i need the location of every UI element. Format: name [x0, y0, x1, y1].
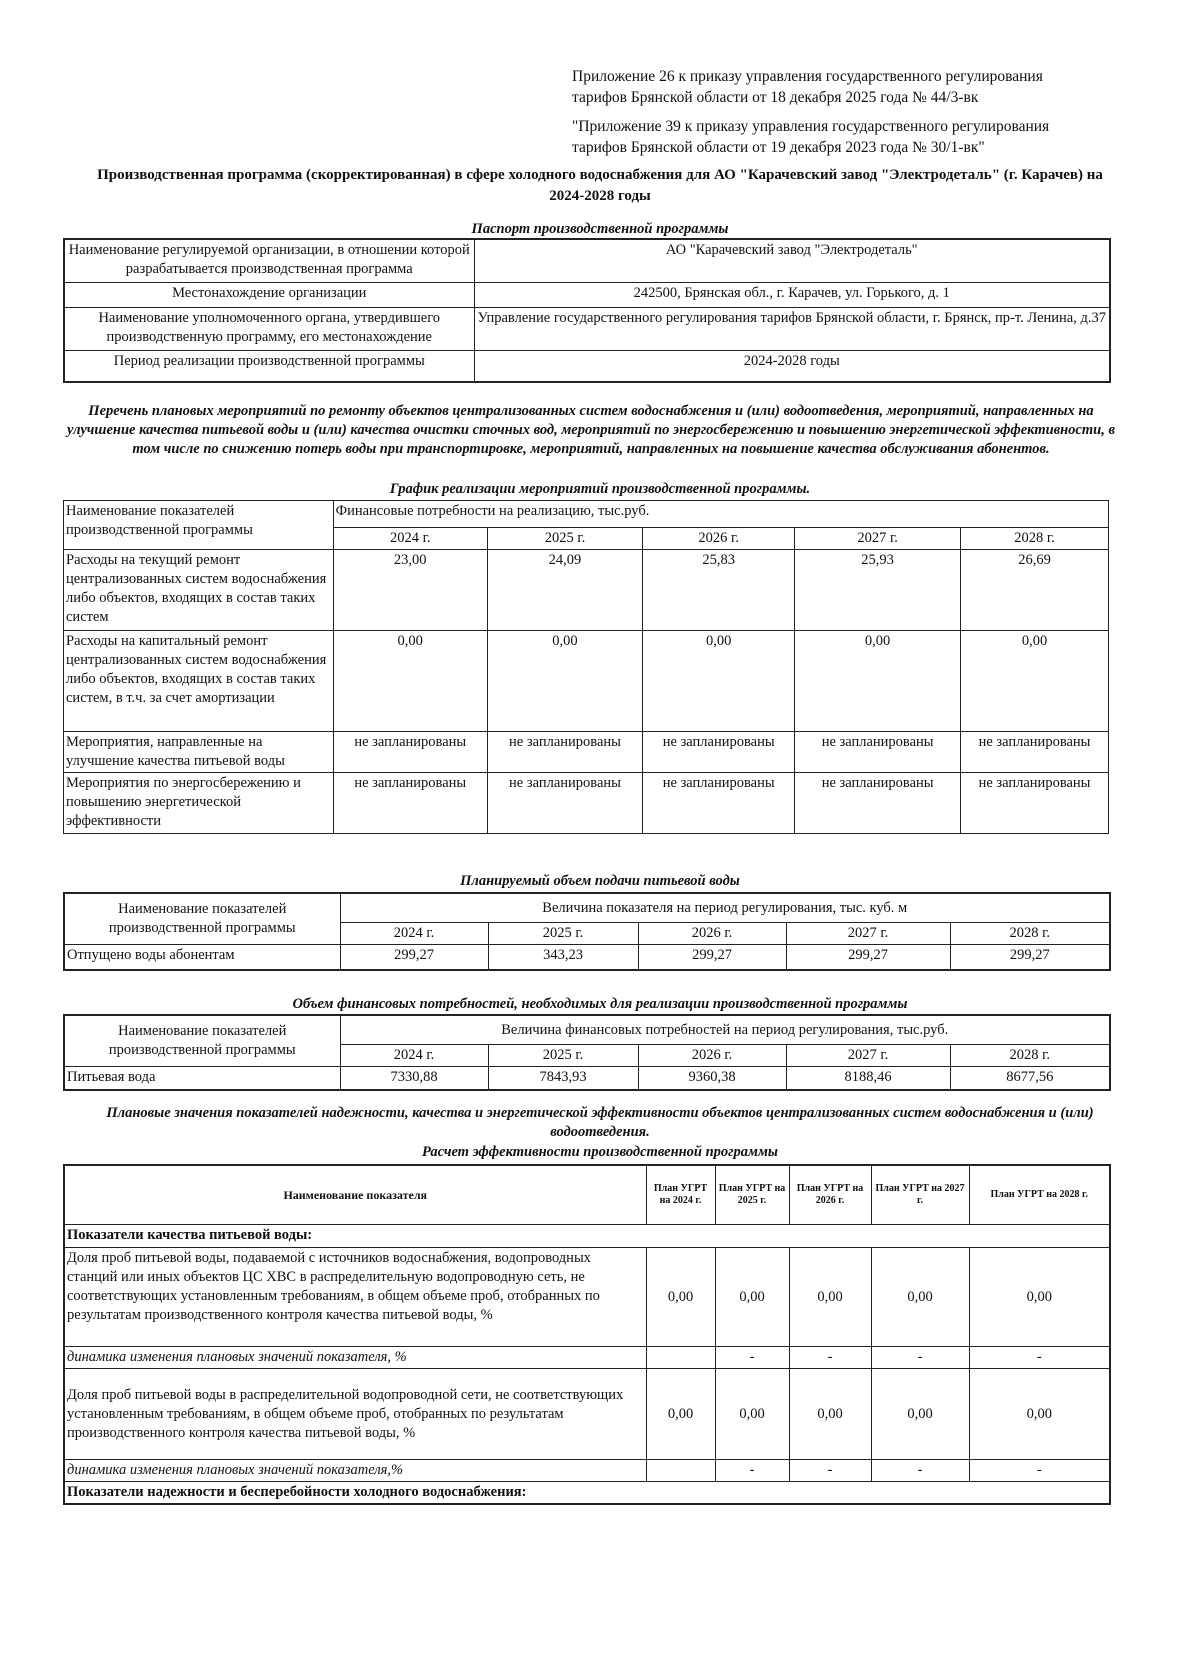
passport-table: [63, 238, 1111, 383]
cell-value: 7843,93: [488, 1067, 638, 1091]
table-row: [64, 1460, 1110, 1482]
year-header: 2026 г.: [643, 528, 795, 550]
cell-value: 0,00: [871, 1369, 969, 1460]
cell-value: 0,00: [646, 1248, 715, 1347]
row-label: Мероприятия по энергосбережению и повышению энергетической эффективности: [64, 773, 334, 834]
volume-head-label: Наименование показателей производственной программы: [64, 893, 340, 945]
volume-table: [63, 892, 1111, 971]
cell-value: 0,00: [795, 631, 961, 732]
efficiency-subcaption: Расчет эффективности производственной программы: [422, 1144, 778, 1160]
cell-value: [646, 1460, 715, 1482]
cell-value: 7330,88: [340, 1067, 488, 1091]
cell-value: -: [715, 1460, 789, 1482]
cell-value: не запланированы: [333, 773, 487, 834]
section-heading: Показатели качества питьевой воды:: [64, 1225, 1110, 1248]
plan-header: План УГРТ на 2024 г.: [646, 1165, 715, 1225]
section-row: [64, 1482, 1110, 1505]
cell-value: не запланированы: [961, 773, 1109, 834]
cell-value: -: [871, 1460, 969, 1482]
row-label: динамика изменения плановых значений показателя, %: [64, 1347, 646, 1369]
efficiency-table: [63, 1164, 1111, 1505]
cell-value: 24,09: [487, 550, 642, 631]
row-label: Расходы на капитальный ремонт централизованных систем водоснабжения либо объектов, входящих в состав таких систем, в т.ч. за счет амортизации: [64, 631, 334, 732]
plan-header: План УГРТ на 2026 г.: [789, 1165, 871, 1225]
cell-value: не запланированы: [333, 732, 487, 773]
cell-value: 0,00: [715, 1248, 789, 1347]
table-row: [64, 1248, 1110, 1347]
cell-value: 0,00: [871, 1248, 969, 1347]
measures-head-label: Наименование показателей производственной программы: [64, 501, 334, 550]
finance-table: [63, 1014, 1111, 1091]
cell-value: 0,00: [969, 1248, 1110, 1347]
table-row: [64, 1369, 1110, 1460]
cell-value: 8188,46: [786, 1067, 950, 1091]
volume-caption: Планируемый объем подачи питьевой воды: [460, 873, 740, 889]
row-label: Отпущено воды абонентам: [64, 945, 340, 971]
cell-value: не запланированы: [643, 773, 795, 834]
cell-value: -: [789, 1347, 871, 1369]
finance-caption: Объем финансовых потребностей, необходимых для реализации производственной программы: [292, 996, 908, 1012]
cell-value: 25,83: [643, 550, 795, 631]
cell-value: -: [969, 1460, 1110, 1482]
table-row: [64, 1347, 1110, 1369]
passport-value: АО "Карачевский завод "Электродеталь": [474, 239, 1110, 283]
year-header: 2027 г.: [795, 528, 961, 550]
row-label: Доля проб питьевой воды в распределительной водопроводной сети, не соответствующих установленным требованиям, в общем объеме проб, отобранных по результатам производственного контроля качества питьевой воды, %: [64, 1369, 646, 1460]
cell-value: 0,00: [789, 1248, 871, 1347]
year-header: 2028 г.: [961, 528, 1109, 550]
row-label: Питьевая вода: [64, 1067, 340, 1091]
table-row: [64, 1067, 1110, 1091]
year-header: 2024 г.: [333, 528, 487, 550]
efficiency-head-label: Наименование показателя: [64, 1165, 646, 1225]
cell-value: 23,00: [333, 550, 487, 631]
passport-label: Наименование уполномоченного органа, утвердившего производственную программу, его местонахождение: [64, 308, 474, 351]
plan-header: План УГРТ на 2025 г.: [715, 1165, 789, 1225]
table-row: [64, 239, 1110, 283]
row-label: Мероприятия, направленные на улучшение качества питьевой воды: [64, 732, 334, 773]
cell-value: 0,00: [643, 631, 795, 732]
volume-head-group: Величина показателя на период регулирования, тыс. куб. м: [340, 893, 1110, 923]
year-header: 2025 г.: [488, 923, 638, 945]
section-heading: Показатели надежности и бесперебойности холодного водоснабжения:: [64, 1482, 1110, 1505]
cell-value: не запланированы: [795, 773, 961, 834]
cell-value: 0,00: [969, 1369, 1110, 1460]
cell-value: 299,27: [340, 945, 488, 971]
cell-value: 9360,38: [638, 1067, 786, 1091]
measures-caption: Перечень плановых мероприятий по ремонту объектов централизованных систем водоснабжения и (или) водоотведения, мероприятий, направленных на улучшение качества питьевой воды и (или) качества очистки сточных вод, мероприятий по энергосбережению и повышению энергетической эффективности, в том числе по снижению потерь воды при транспортировке, мероприятий, направленных на повышение качества обслуживания абонентов.: [67, 403, 1115, 457]
passport-value: 2024-2028 годы: [474, 351, 1110, 383]
cell-value: 343,23: [488, 945, 638, 971]
finance-head-group: Величина финансовых потребностей на период регулирования, тыс.руб.: [340, 1015, 1110, 1045]
table-row: [64, 351, 1110, 383]
year-header: 2024 г.: [340, 923, 488, 945]
page-title: Производственная программа (скорректированная) в сфере холодного водоснабжения для АО "Карачевский завод "Электродеталь" (г. Карачев) на 2024-2028 годы: [97, 167, 1103, 204]
table-row: [64, 550, 1109, 631]
efficiency-caption: Плановые значения показателей надежности, качества и энергетической эффективности объектов централизованных систем водоснабжения и (или) водоотведения.: [106, 1105, 1094, 1140]
cell-value: 299,27: [638, 945, 786, 971]
year-header: 2027 г.: [786, 1045, 950, 1067]
passport-value: Управление государственного регулирования тарифов Брянской области, г. Брянск, пр-т. Ленина, д.37: [474, 308, 1110, 351]
row-label: Расходы на текущий ремонт централизованных систем водоснабжения либо объектов, входящих в состав таких систем: [64, 550, 334, 631]
cell-value: не запланированы: [795, 732, 961, 773]
section-row: [64, 1225, 1110, 1248]
year-header: 2026 г.: [638, 1045, 786, 1067]
appendix-note-1: Приложение 26 к приказу управления государственного регулирования тарифов Брянской области от 18 декабря 2025 года № 44/3-вк: [572, 68, 1043, 106]
passport-value: 242500, Брянская обл., г. Карачев, ул. Горького, д. 1: [474, 283, 1110, 308]
year-header: 2028 г.: [950, 923, 1110, 945]
cell-value: -: [969, 1347, 1110, 1369]
plan-header: План УГРТ на 2027 г.: [871, 1165, 969, 1225]
cell-value: 0,00: [333, 631, 487, 732]
cell-value: не запланированы: [487, 732, 642, 773]
year-header: 2027 г.: [786, 923, 950, 945]
year-header: 2024 г.: [340, 1045, 488, 1067]
passport-label: Период реализации производственной программы: [64, 351, 474, 383]
cell-value: 25,93: [795, 550, 961, 631]
measures-table: [63, 500, 1109, 834]
table-row: [64, 283, 1110, 308]
measures-head-group: Финансовые потребности на реализацию, тыс.руб.: [333, 501, 1108, 528]
table-row: [64, 631, 1109, 732]
cell-value: 299,27: [786, 945, 950, 971]
plan-header: План УГРТ на 2028 г.: [969, 1165, 1110, 1225]
passport-label: Местонахождение организации: [64, 283, 474, 308]
year-header: 2028 г.: [950, 1045, 1110, 1067]
cell-value: 0,00: [789, 1369, 871, 1460]
cell-value: 299,27: [950, 945, 1110, 971]
cell-value: 0,00: [961, 631, 1109, 732]
passport-label: Наименование регулируемой организации, в отношении которой разрабатывается производственная программа: [64, 239, 474, 283]
cell-value: 8677,56: [950, 1067, 1110, 1091]
cell-value: -: [715, 1347, 789, 1369]
cell-value: -: [789, 1460, 871, 1482]
year-header: 2025 г.: [488, 1045, 638, 1067]
schedule-caption: График реализации мероприятий производственной программы.: [389, 481, 811, 497]
year-header: 2026 г.: [638, 923, 786, 945]
cell-value: 26,69: [961, 550, 1109, 631]
cell-value: -: [871, 1347, 969, 1369]
cell-value: 0,00: [715, 1369, 789, 1460]
row-label: динамика изменения плановых значений показателя,%: [64, 1460, 646, 1482]
appendix-note-2: "Приложение 39 к приказу управления государственного регулирования тарифов Брянской области от 19 декабря 2023 года № 30/1-вк": [572, 118, 1050, 156]
cell-value: не запланированы: [961, 732, 1109, 773]
table-row: [64, 732, 1109, 773]
table-row: [64, 308, 1110, 351]
table-row: [64, 773, 1109, 834]
cell-value: не запланированы: [643, 732, 795, 773]
row-label: Доля проб питьевой воды, подаваемой с источников водоснабжения, водопроводных станций или иных объектов ЦС ХВС в распределительную водопроводную сеть, не соответствующих установленным требованиям, в общем объеме проб, отобранных по результатам производственного контроля качества питьевой воды, %: [64, 1248, 646, 1347]
passport-caption: Паспорт производственной программы: [471, 221, 729, 237]
cell-value: 0,00: [487, 631, 642, 732]
finance-head-label: Наименование показателей производственной программы: [64, 1015, 340, 1067]
cell-value: 0,00: [646, 1369, 715, 1460]
year-header: 2025 г.: [487, 528, 642, 550]
cell-value: не запланированы: [487, 773, 642, 834]
table-row: [64, 945, 1110, 971]
cell-value: [646, 1347, 715, 1369]
